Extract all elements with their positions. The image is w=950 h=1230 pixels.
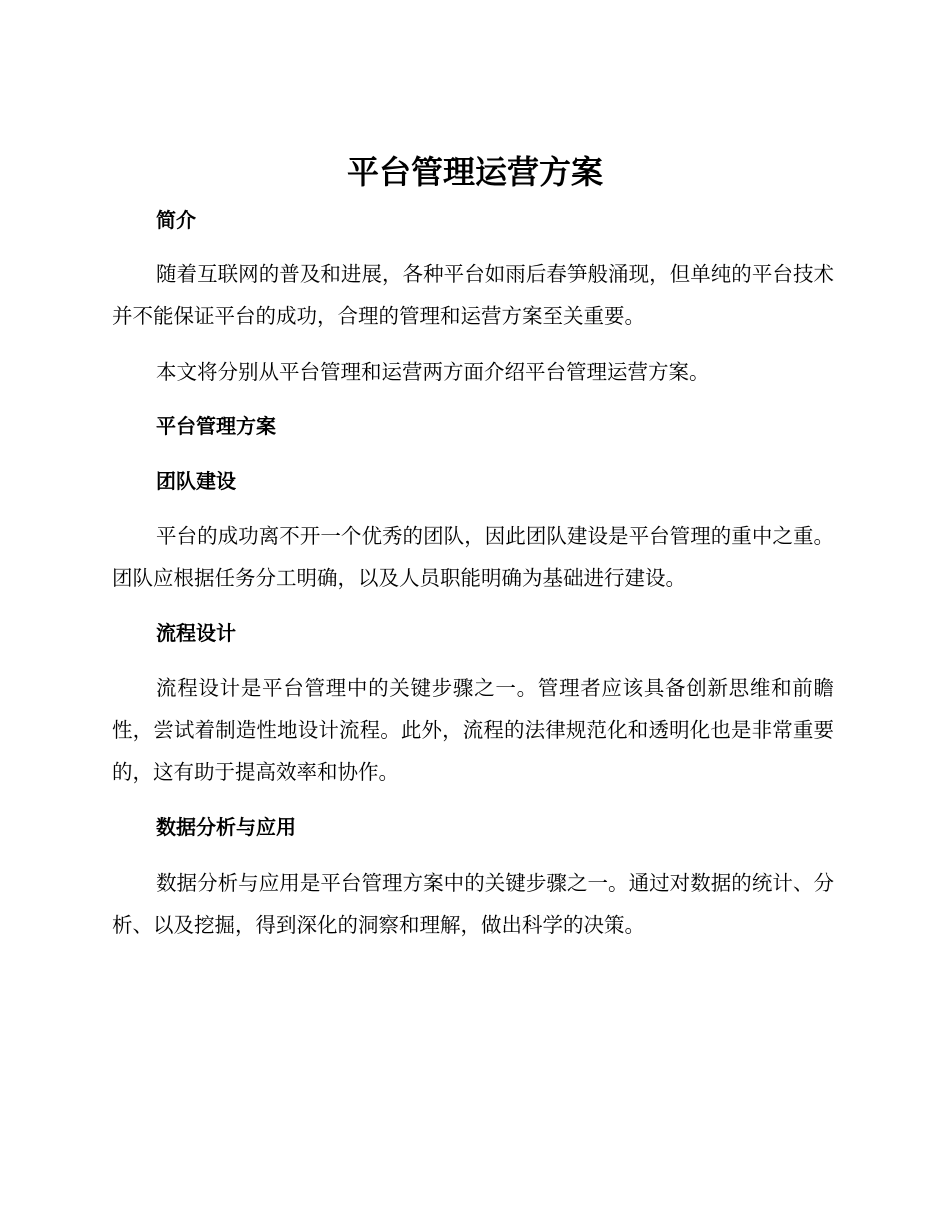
section-heading-management: 平台管理方案 <box>156 414 276 438</box>
paragraph-process: 流程设计是平台管理中的关键步骤之一。管理者应该具备创新思维和前瞻性，尝试着制造性地设计流程。此外，流程的法律规范化和透明化也是非常重要的，这有助于提高效率和协作。 <box>112 676 834 784</box>
section-heading-team: 团队建设 <box>156 469 236 493</box>
paragraph-intro-2: 本文将分别从平台管理和运营两方面介绍平台管理运营方案。 <box>156 360 710 384</box>
section-heading-intro: 简介 <box>156 208 196 232</box>
paragraph-intro-1: 随着互联网的普及和进展，各种平台如雨后春笋般涌现，但单纯的平台技术并不能保证平台的成功，合理的管理和运营方案至关重要。 <box>112 262 834 328</box>
paragraph-team: 平台的成功离不开一个优秀的团队，因此团队建设是平台管理的重中之重。团队应根据任务分工明确，以及人员职能明确为基础进行建设。 <box>112 524 834 590</box>
paragraph-data: 数据分析与应用是平台管理方案中的关键步骤之一。通过对数据的统计、分析、以及挖掘，得到深化的洞察和理解，做出科学的决策。 <box>112 871 834 937</box>
section-heading-data: 数据分析与应用 <box>156 815 296 839</box>
document-title: 平台管理运营方案 <box>346 153 603 191</box>
section-heading-process: 流程设计 <box>156 621 236 645</box>
